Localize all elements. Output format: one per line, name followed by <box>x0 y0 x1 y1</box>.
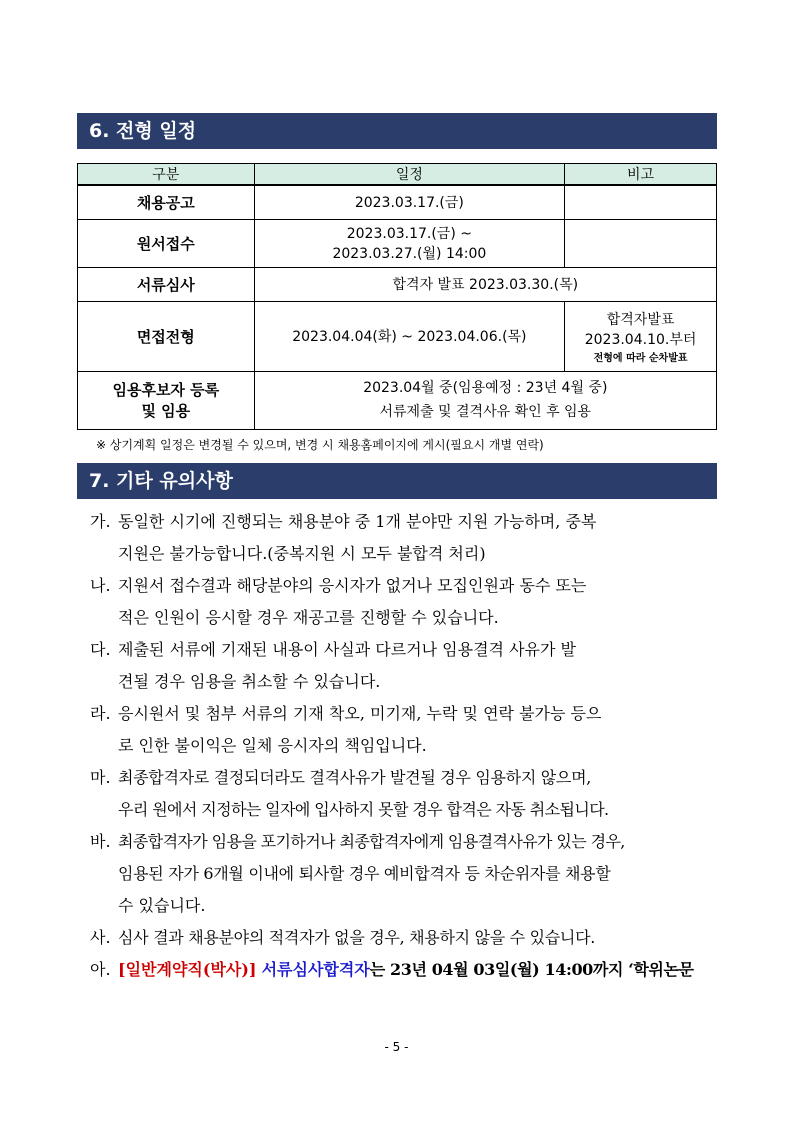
section-title: 6. 전형 일정 <box>89 120 197 142</box>
item-mark: 나. <box>90 576 111 595</box>
item-text: 수 있습니다. <box>118 896 206 915</box>
item-text: 임용된 자가 6개월 이내에 퇴사할 경우 예비합격자 등 차순위자를 채용할 <box>118 864 611 883</box>
table-row <box>78 185 717 219</box>
item-text: 우리 원에서 지정하는 일자에 입사하지 못할 경우 합격은 자동 취소됩니다. <box>118 800 609 819</box>
item-text: 견될 경우 임용을 취소할 수 있습니다. <box>118 672 381 691</box>
notes-list <box>90 506 720 986</box>
row-schedule: 합격자 발표 2023.03.30.(목) <box>254 267 716 301</box>
item-text: 제출된 서류에 기재된 내용이 사실과 다르거나 임용결격 사유가 발 <box>118 640 577 659</box>
row-note <box>565 219 717 267</box>
schedule-line: 2023.03.27.(월) 14:00 <box>332 246 487 262</box>
item-mark: 아. <box>90 960 111 979</box>
list-item <box>90 634 720 698</box>
label-line: 임용후보자 등록 <box>112 381 220 399</box>
note-line: 합격자발표 <box>606 311 675 328</box>
list-item <box>90 954 720 986</box>
section-header-notes <box>77 463 717 499</box>
item-mark: 바. <box>90 832 111 851</box>
note-line-small: 전형에 따라 순차발표 <box>593 352 688 364</box>
item-text: 최종합격자로 결정되더라도 결격사유가 발견될 경우 임용하지 않으며, <box>118 768 592 787</box>
list-item <box>90 826 720 922</box>
list-item <box>90 922 720 954</box>
item-mark: 다. <box>90 640 111 659</box>
table-header: 구분 <box>78 164 255 186</box>
list-item <box>90 698 720 762</box>
item-mark: 가. <box>90 512 111 531</box>
item-mark: 사. <box>90 928 111 947</box>
item-text: 지원서 접수결과 해당분야의 응시자가 없거나 모집인원과 동수 또는 <box>118 576 587 595</box>
schedule-table <box>77 163 717 430</box>
row-label: 채용공고 <box>78 185 255 219</box>
note-line: 2023.04.10.부터 <box>584 331 697 348</box>
item-mark: 라. <box>90 704 111 723</box>
row-label: 서류심사 <box>78 267 255 301</box>
row-label <box>78 371 255 429</box>
highlight-blue: 서류심사합격자 <box>261 960 370 979</box>
table-row <box>78 219 717 267</box>
table-row <box>78 301 717 371</box>
table-header: 비고 <box>565 164 717 186</box>
item-text: 적은 인원이 응시할 경우 재공고를 진행할 수 있습니다. <box>118 608 499 627</box>
table-row <box>78 267 717 301</box>
table-footnote: ※ 상기계획 일정은 변경될 수 있으며, 변경 시 채용홈페이지에 게시(필요시 개별 연락) <box>96 438 544 452</box>
section-header-schedule <box>77 113 717 149</box>
list-item <box>90 762 720 826</box>
row-label: 원서접수 <box>78 219 255 267</box>
label-line: 및 임용 <box>141 402 191 420</box>
row-schedule <box>254 219 565 267</box>
table-header-row <box>78 164 717 186</box>
item-text: 지원은 불가능합니다.(중복지원 시 모두 불합격 처리) <box>118 544 486 563</box>
item-mark: 마. <box>90 768 111 787</box>
page-number: - 5 - <box>384 1040 409 1054</box>
schedule-line: 2023.03.17.(금) ~ <box>346 226 472 242</box>
schedule-line: 서류제출 및 결격사유 확인 후 임용 <box>379 404 592 420</box>
row-schedule: 2023.03.17.(금) <box>254 185 565 219</box>
item-text: 최종합격자가 임용을 포기하거나 최종합격자에게 임용결격사유가 있는 경우, <box>118 832 625 851</box>
item-text: 응시원서 및 첨부 서류의 기재 착오, 미기재, 누락 및 연락 불가능 등으 <box>118 704 602 723</box>
row-note <box>565 185 717 219</box>
table-row <box>78 371 717 429</box>
list-item <box>90 506 720 570</box>
item-text: 동일한 시기에 진행되는 채용분야 중 1개 분야만 지원 가능하며, 중복 <box>118 512 597 531</box>
row-schedule <box>254 371 716 429</box>
highlight-red: [일반계약직(박사)] <box>118 960 257 979</box>
row-label: 면접전형 <box>78 301 255 371</box>
section-title: 7. 기타 유의사항 <box>89 470 233 492</box>
highlight-bold: 는 23년 04월 03일(월) 14:00까지 ‘학위논문 <box>369 960 694 979</box>
schedule-line: 2023.04월 중(임용예정 : 23년 4월 중) <box>363 380 608 396</box>
item-text: 로 인한 불이익은 일체 응시자의 책임입니다. <box>118 736 427 755</box>
row-schedule: 2023.04.04(화) ~ 2023.04.06.(목) <box>254 301 565 371</box>
item-text: 심사 결과 채용분야의 적격자가 없을 경우, 채용하지 않을 수 있습니다. <box>118 928 596 947</box>
row-note <box>565 301 717 371</box>
list-item <box>90 570 720 634</box>
table-header: 일정 <box>254 164 565 186</box>
